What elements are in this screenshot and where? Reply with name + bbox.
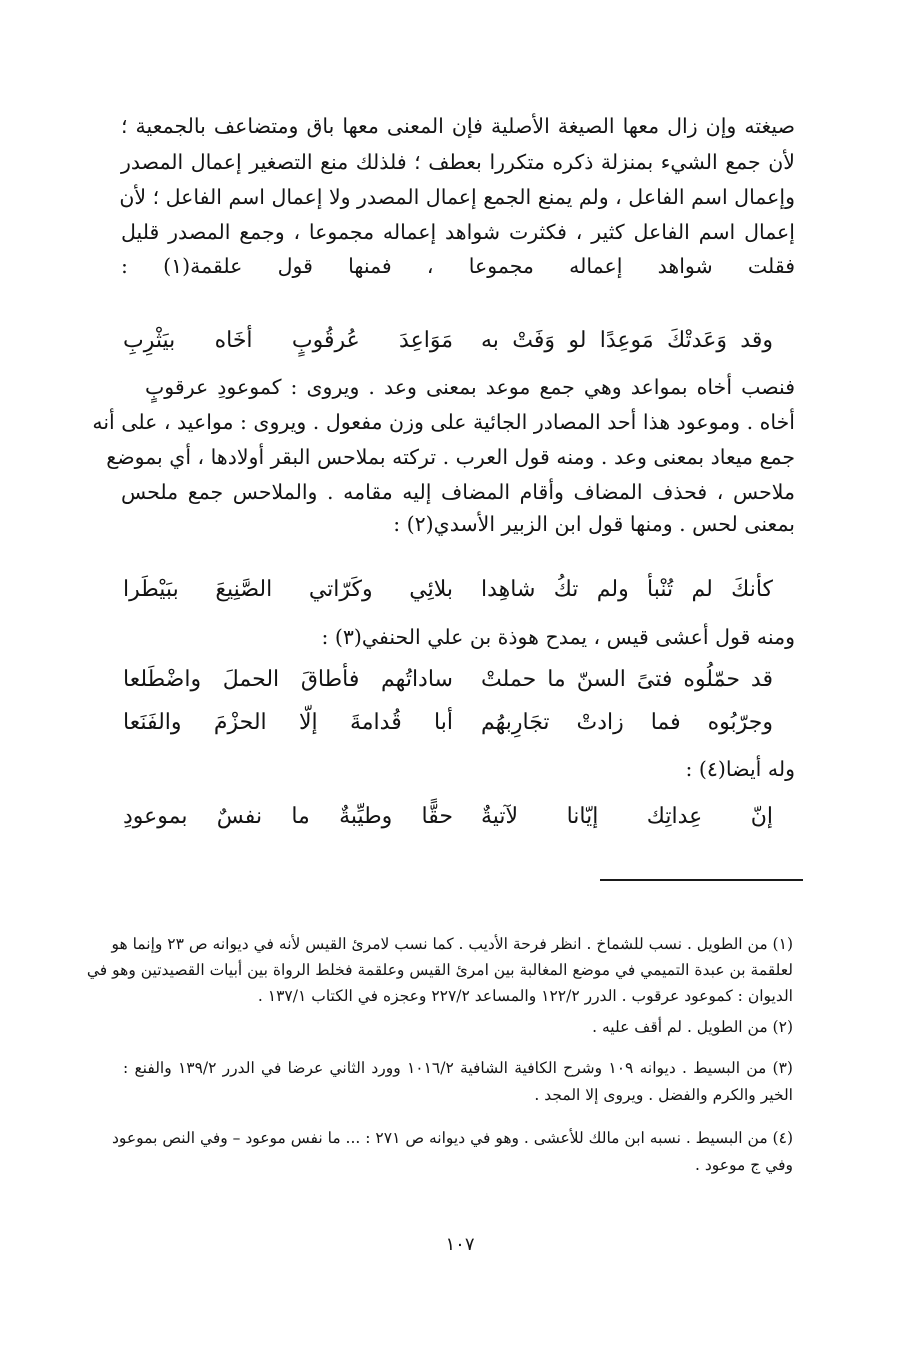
body-line: فقلت شواهد إعماله مجموعا ، فمنها قول علقمة(١) : [121, 254, 796, 278]
verse-second-hemistich: أبا قُدامةَ إلّا الحزْمَ والفَنَعا [123, 710, 453, 735]
footnote-separator [600, 879, 803, 881]
footnote-line: الخير والكرم والفضل . ويروى إلا المجد . [534, 1086, 793, 1104]
footnote-line: (٤) من البسيط . نسبه ابن مالك للأعشى . وهو في ديوانه ص ٢٧١ : ... ما نفس موعود – وفي النص بموعود [111, 1129, 793, 1147]
body-line: جمع ميعاد بمعنى وعد . ومنه قول العرب . تركته بملاحس البقر أولادها ، أي بموضع [106, 445, 795, 469]
body-line [121, 276, 795, 310]
body-line: إعمال اسم الفاعل كثير ، فكثرت شواهد إعماله مجموعا ، وجمع المصدر قليل [121, 220, 795, 244]
verse-first-hemistich: وجرّبُوه فما زادتْ تجَارِبهُم [481, 710, 773, 735]
verse-second-hemistich: مَوَاعِدَ عُرقُوبٍ أخَاه بيَثْرِبِ [123, 328, 453, 353]
verse-1 [123, 321, 773, 361]
footnote-line: (١) من الطويل . نسب للشماخ . انظر فرحة الأديب . كما نسب لامرئ القيس لأنه في ديوانه ص ٢٣ وإنما هو [111, 935, 793, 953]
body-line: صيغته وإن زال معها الصيغة الأصلية فإن المعنى معها باق ومتضاعف بالجمعية ؛ [121, 114, 795, 138]
verse-second-hemistich: بلائِي وكَرّاتي الصَّنِيعَ ببَيْطَرا [123, 577, 453, 602]
verse-2 [123, 570, 773, 610]
footnote-line: وفي ج موعود . [695, 1156, 793, 1174]
body-line: ومنه قول أعشى قيس ، يمدح هوذة بن علي الحنفي(٣) : [321, 625, 795, 649]
footnote-line: (٢) من الطويل . لم أقف عليه . [592, 1018, 793, 1036]
body-line: فنصب أخاه بمواعد وهي جمع موعد بمعنى وعد . ويروى : كموعودِ عرقوبٍ [145, 375, 795, 399]
body-line: وإعمال اسم الفاعل ، ولم يمنع الجمع إعمال المصدر ولا إعمال اسم الفاعل ؛ لأن [119, 185, 795, 209]
footnote-line: (٣) من البسيط . ديوانه ١٠٩ وشرح الكافية الشافية ١٠١٦/٢ وورد الثاني عرضا في الدرر ١٣٩/٢ والفنع : [123, 1059, 793, 1077]
body-line: لأن جمع الشيء بمنزلة ذكره متكررا بعطف ؛ فلذلك منع التصغير إعمال المصدر [121, 150, 795, 174]
verse-first-hemistich: إنّ عِداتِك إيّانا لآتيةٌ [481, 804, 773, 829]
verse-5 [123, 797, 773, 837]
body-line: وله أيضا(٤) : [685, 757, 795, 781]
verse-first-hemistich: وقد وَعَدتْكَ مَوعِدًا لو وَفَتْ به [481, 328, 773, 353]
verse-first-hemistich: قد حمّلُوه فتىً السنّ ما حملتْ [481, 667, 773, 692]
body-line: ملاحس ، فحذف المضاف وأقام المضاف إليه مقامه . والملاحس جمع ملحس [121, 480, 795, 504]
page-number: ١٠٧ [445, 1234, 475, 1255]
verse-second-hemistich: ساداتُهم فأطاقَ الحملَ واضْطَلعا [123, 667, 453, 692]
verse-4 [123, 703, 773, 743]
body-line: بمعنى لحس . ومنها قول ابن الزبير الأسدي(٢) : [393, 512, 795, 536]
footnote-line: لعلقمة بن عبدة التميمي في موضع المغالبة بين امرئ القيس وعلقمة فخلط الرواة بين أبيات القصيدتين وهو في [86, 961, 793, 979]
body-line: أخاه . وموعود هذا أحد المصادر الجائية على وزن مفعول . ويروى : مواعيد ، على أنه [92, 410, 795, 434]
verse-second-hemistich: حقًّا وطيِّبةٌ ما نفسٌ بموعودِ [123, 804, 453, 829]
verse-3 [123, 660, 773, 700]
verse-first-hemistich: كأنكَ لم تُنْبأ ولم تكُ شاهِدا [481, 577, 773, 602]
footnote-line: الديوان : كموعود عرقوب . الدرر ١٢٢/٢ والمساعد ٢٢٧/٢ وعجزه في الكتاب ١٣٧/١ . [257, 987, 793, 1005]
